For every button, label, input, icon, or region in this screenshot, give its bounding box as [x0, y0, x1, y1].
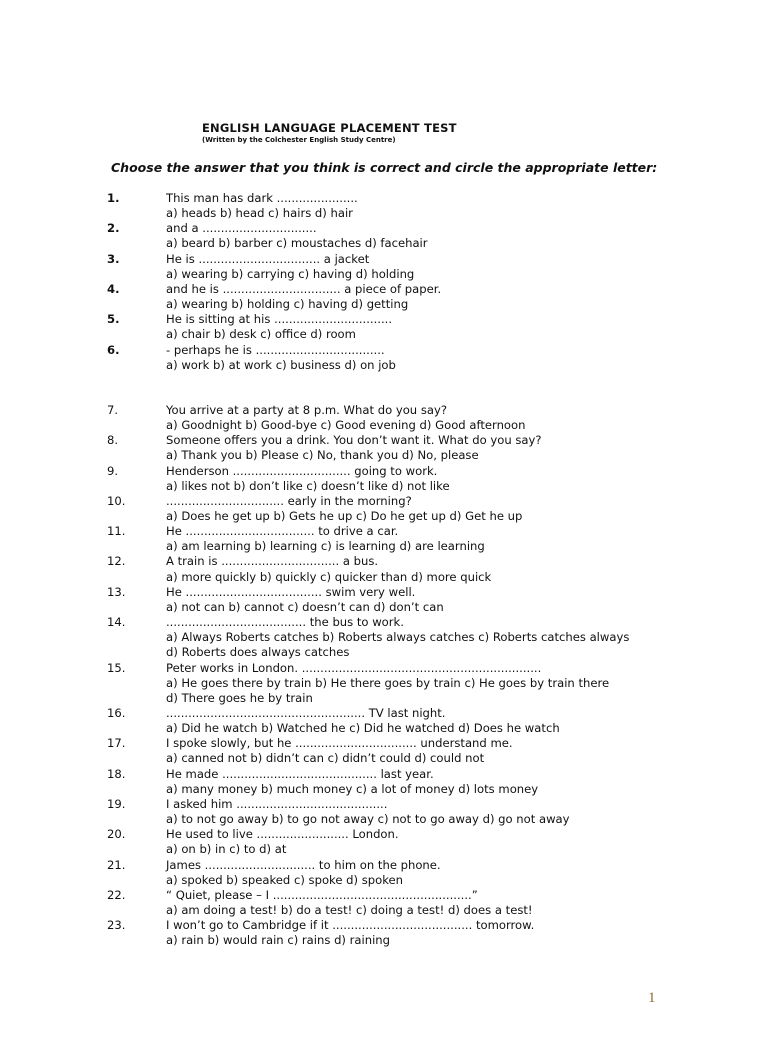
- answer-options: a) rain b) would rain c) rains d) raining: [166, 933, 391, 948]
- question-number: 10.: [107, 493, 126, 508]
- answer-options: a) am doing a test! b) do a test! c) doing a test! d) does a test!: [166, 903, 533, 918]
- question-number: 22.: [107, 887, 126, 902]
- question-stem: This man has dark ......................: [166, 191, 358, 205]
- answer-options: a) spoked b) speaked c) spoke d) spoken: [166, 872, 404, 887]
- question-item: [0, 767, 768, 797]
- answer-options: a) to not go away b) to go not away c) not to go away d) go not away: [166, 812, 570, 827]
- question-item: [0, 343, 768, 373]
- answer-options: a) wearing b) carrying c) having d) holding: [166, 266, 415, 281]
- question-stem: He made .......................................... last year.: [166, 766, 434, 781]
- question-stem: He ..................................... swim very well.: [166, 584, 416, 599]
- answer-options: a) work b) at work c) business d) on job: [166, 357, 396, 372]
- question-stem: I won’t go to Cambridge if it ...................................... tomorrow.: [166, 918, 535, 933]
- question-stem: He is sitting at his ................................: [166, 312, 393, 327]
- question-item: [0, 661, 768, 706]
- question-body: [166, 433, 768, 463]
- question-stem: Someone offers you a drink. You don’t want it. What do you say?: [166, 433, 542, 448]
- question-number: 4.: [107, 281, 120, 296]
- question-body: [166, 524, 768, 554]
- question-item: [0, 221, 768, 251]
- answer-options: a) chair b) desk c) office d) room: [166, 327, 356, 342]
- answer-options: a) many money b) much money c) a lot of money d) lots money: [166, 781, 539, 796]
- question-number: 3.: [107, 251, 120, 266]
- question-number: 1.: [107, 191, 120, 205]
- answer-options: a) wearing b) holding c) having d) getting: [166, 297, 409, 312]
- question-body: [166, 191, 768, 221]
- question-item: [0, 918, 768, 948]
- question-number: 7.: [107, 402, 119, 417]
- question-item: [0, 888, 768, 918]
- question-body: [166, 464, 768, 494]
- question-stem: I spoke slowly, but he ................................. understand me.: [166, 736, 513, 751]
- instructions: Choose the answer that you think is correct and circle the appropriate letter:: [111, 160, 658, 175]
- question-number: 21.: [107, 857, 126, 872]
- question-number: 16.: [107, 706, 126, 720]
- question-stem: - perhaps he is ...................................: [166, 342, 385, 357]
- question-item: [0, 858, 768, 888]
- question-body: [166, 343, 768, 373]
- question-stem: James .............................. to him on the phone.: [166, 857, 441, 872]
- answer-options: a) canned not b) didn’t can c) didn’t could d) could not: [166, 751, 485, 766]
- question-body: [166, 918, 768, 948]
- test-title: ENGLISH LANGUAGE PLACEMENT TEST: [202, 121, 457, 135]
- question-stem: ...................................... the bus to work.: [166, 615, 404, 630]
- question-body: [166, 767, 768, 797]
- section-gap: [0, 373, 768, 403]
- question-item: [0, 252, 768, 282]
- answer-options: a) heads b) head c) hairs d) hair: [166, 206, 353, 221]
- question-stem: Henderson ................................ going to work.: [166, 463, 438, 478]
- question-stem: and a ...............................: [166, 221, 317, 236]
- answer-options: a) Always Roberts catches b) Roberts always catches c) Roberts catches always: [166, 630, 630, 645]
- answer-options: d) Roberts does always catches: [166, 645, 350, 660]
- question-body: [166, 221, 768, 251]
- answer-options: a) beard b) barber c) moustaches d) facehair: [166, 236, 428, 251]
- question-item: [0, 706, 768, 736]
- answer-options: a) He goes there by train b) He there goes by train c) He goes by train there: [166, 675, 610, 690]
- question-body: [166, 312, 768, 342]
- question-stem: and he is ................................ a piece of paper.: [166, 281, 442, 296]
- answer-options: a) Thank you b) Please c) No, thank you d) No, please: [166, 448, 479, 463]
- question-number: 15.: [107, 660, 126, 675]
- question-body: [166, 554, 768, 584]
- question-item: [0, 191, 768, 221]
- question-stem: ...................................................... TV last night.: [166, 706, 446, 720]
- question-item: [0, 585, 768, 615]
- question-number: 20.: [107, 827, 126, 842]
- answer-options: a) am learning b) learning c) is learning d) are learning: [166, 539, 485, 554]
- answer-options: a) Did he watch b) Watched he c) Did he watched d) Does he watch: [166, 721, 560, 736]
- question-number: 17.: [107, 736, 126, 751]
- question-number: 2.: [107, 221, 120, 236]
- question-item: [0, 797, 768, 827]
- question-item: [0, 615, 768, 660]
- question-body: [166, 858, 768, 888]
- question-number: 14.: [107, 615, 126, 630]
- question-item: [0, 494, 768, 524]
- test-subtitle: (Written by the Colchester English Study Centre): [202, 136, 396, 144]
- question-body: [166, 282, 768, 312]
- question-body: [166, 403, 768, 433]
- question-stem: I asked him .........................................: [166, 796, 388, 811]
- question-item: [0, 524, 768, 554]
- question-body: [166, 797, 768, 827]
- question-body: [166, 252, 768, 282]
- document-header: [202, 121, 457, 144]
- answer-options: a) more quickly b) quickly c) quicker than d) more quick: [166, 569, 492, 584]
- question-body: [166, 706, 768, 736]
- question-body: [166, 827, 768, 857]
- answer-options: a) likes not b) don’t like c) doesn’t like d) not like: [166, 478, 450, 493]
- question-stem: ................................ early in the morning?: [166, 493, 412, 508]
- question-item: [0, 736, 768, 766]
- question-number: 8.: [107, 433, 119, 448]
- question-stem: “ Quiet, please – I ......................................................”: [166, 887, 478, 902]
- answer-options: d) There goes he by train: [166, 690, 313, 705]
- question-body: [166, 585, 768, 615]
- question-stem: He used to live ......................... London.: [166, 827, 399, 842]
- question-item: [0, 464, 768, 494]
- question-body: [166, 494, 768, 524]
- question-item: [0, 312, 768, 342]
- question-number: 23.: [107, 918, 126, 933]
- answer-options: a) Does he get up b) Gets he up c) Do he get up d) Get he up: [166, 508, 523, 523]
- question-list: [0, 191, 768, 949]
- question-item: [0, 554, 768, 584]
- answer-options: a) Goodnight b) Good-bye c) Good evening d) Good afternoon: [166, 418, 526, 433]
- question-item: [0, 827, 768, 857]
- question-number: 9.: [107, 463, 119, 478]
- question-stem: He is ................................. a jacket: [166, 251, 370, 266]
- question-body: [166, 736, 768, 766]
- page-number: 1: [648, 990, 656, 1006]
- question-stem: Peter works in London. .................................................................: [166, 660, 542, 675]
- question-number: 19.: [107, 796, 126, 811]
- question-stem: He ................................... to drive a car.: [166, 524, 399, 539]
- question-body: [166, 661, 768, 706]
- answer-options: a) on b) in c) to d) at: [166, 842, 287, 857]
- question-item: [0, 282, 768, 312]
- question-number: 11.: [107, 524, 126, 539]
- question-body: [166, 615, 768, 660]
- question-stem: A train is ................................ a bus.: [166, 554, 379, 569]
- question-number: 13.: [107, 584, 126, 599]
- question-item: [0, 433, 768, 463]
- question-number: 12.: [107, 554, 126, 569]
- question-item: [0, 403, 768, 433]
- question-number: 6.: [107, 342, 120, 357]
- question-number: 18.: [107, 766, 126, 781]
- question-body: [166, 888, 768, 918]
- answer-options: a) not can b) cannot c) doesn’t can d) don’t can: [166, 599, 444, 614]
- question-stem: You arrive at a party at 8 p.m. What do you say?: [166, 402, 447, 417]
- question-number: 5.: [107, 312, 120, 327]
